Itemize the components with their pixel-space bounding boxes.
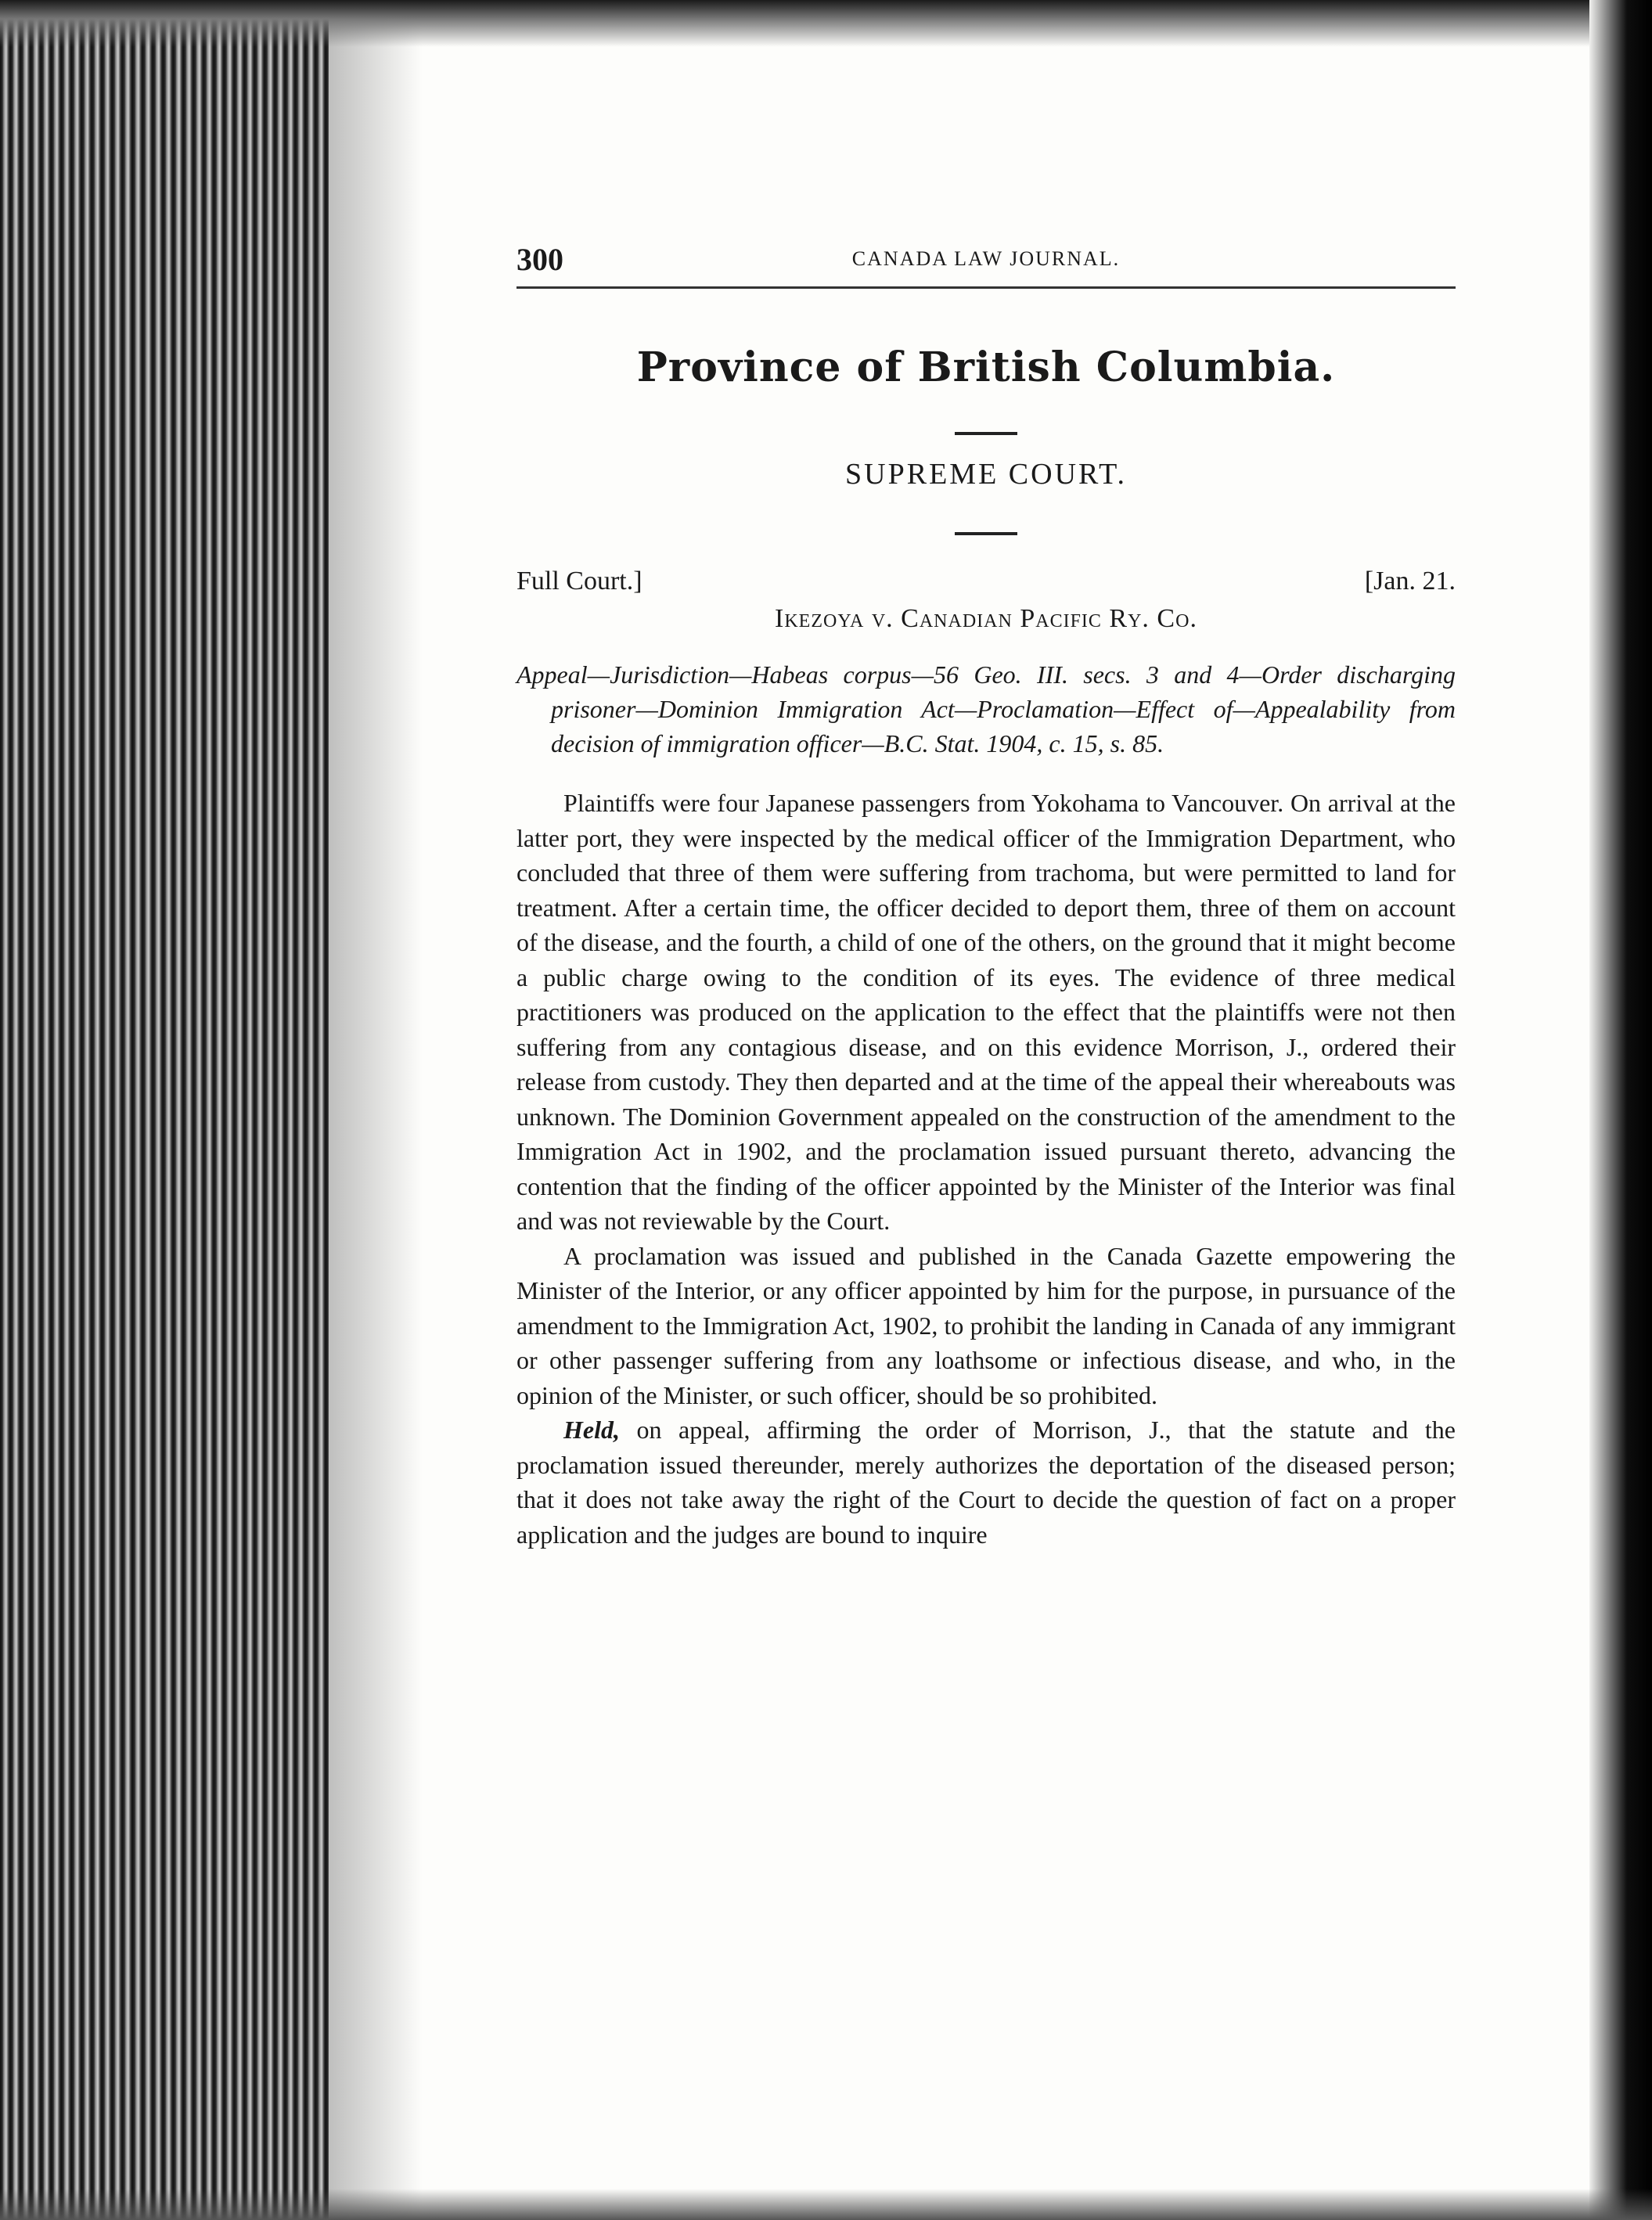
headnote: Appeal—Jurisdiction—Habeas corpus—56 Geo. III. secs. 3 and 4—Order discharging prisoner—Dominion Immigration Act—Proclamation—Effect of—Appealability from decision of immigration officer—B.C. Stat. 1904, c. 15, s. 85. [516,660,1456,757]
decision-date: [Jan. 21. [1364,567,1456,595]
body-paragraph: Plaintiffs were four Japanese passengers from Yokohama to Vancouver. On arrival at the latter port, they were inspected by the medical officer of the Immigration Department, who concluded that three of them were suffering from trachoma, but were permitted to land for treatment. After a certain time, the officer decided to deport them, three of them on account of the disease, and the fourth, a child of one of the others, on the ground that it might become a public charge owing to the condition of its eyes. The evidence of three medical practitioners was produced on the application to the effect that the plaintiffs were not then suffering from any contagious disease, and on this evidence Morrison, J., ordered their release from custody. They then departed and at the time of the appeal their whereabouts was unknown. The Dominion Government appealed on the construction of the amendment to the Immigration Act in 1902, and the proclamation issued pursuant thereto, advancing the contention that the finding of the officer appointed by the Minister of the Interior was final and was not reviewable by the Court. [516,789,1456,1235]
court-name: Full Court.] [516,567,642,595]
court-title: SUPREME COURT. [845,458,1127,491]
scan-binding-edge [0,0,329,2220]
held-label: Held, [563,1416,620,1444]
running-head: CANADA LAW JOURNAL. [851,247,1121,270]
title-rule [955,432,1017,435]
scan-right-edge [1589,0,1652,2220]
body-paragraph: A proclamation was issued and published in the Canada Gazette empowering the Minister of the Interior, or any officer appointed by him for the purpose, in pursuance of the amendment to the Immigration Act, 1902, to prohibit the landing in Canada of any immigrant or other passenger suffering from any loathsome or infectious disease, and who, in the opinion of the Minister, or such officer, should be so prohibited. [516,1241,1456,1409]
page-header [516,235,1456,289]
held-text: on appeal, affirming the order of Morrison, J., that the statute and the proclamation issued thereunder, merely authorizes the deportation of the diseased person; that it does not take away the right of the Court to decide the question of fact on a proper application and the judges are bound to inquire [516,1416,1456,1549]
case-name: Ikezoya v. Canadian Pacific Ry. Co. [775,604,1197,633]
court-rule [955,532,1017,535]
section-title: Province of British Columbia. [636,344,1336,391]
scan-bottom-edge [0,2189,1652,2220]
page-number: 300 [516,242,563,277]
court-line [516,567,1456,604]
held-paragraph [516,1412,1456,1552]
scan-top-edge [0,0,1652,47]
journal-page [516,235,1456,1552]
